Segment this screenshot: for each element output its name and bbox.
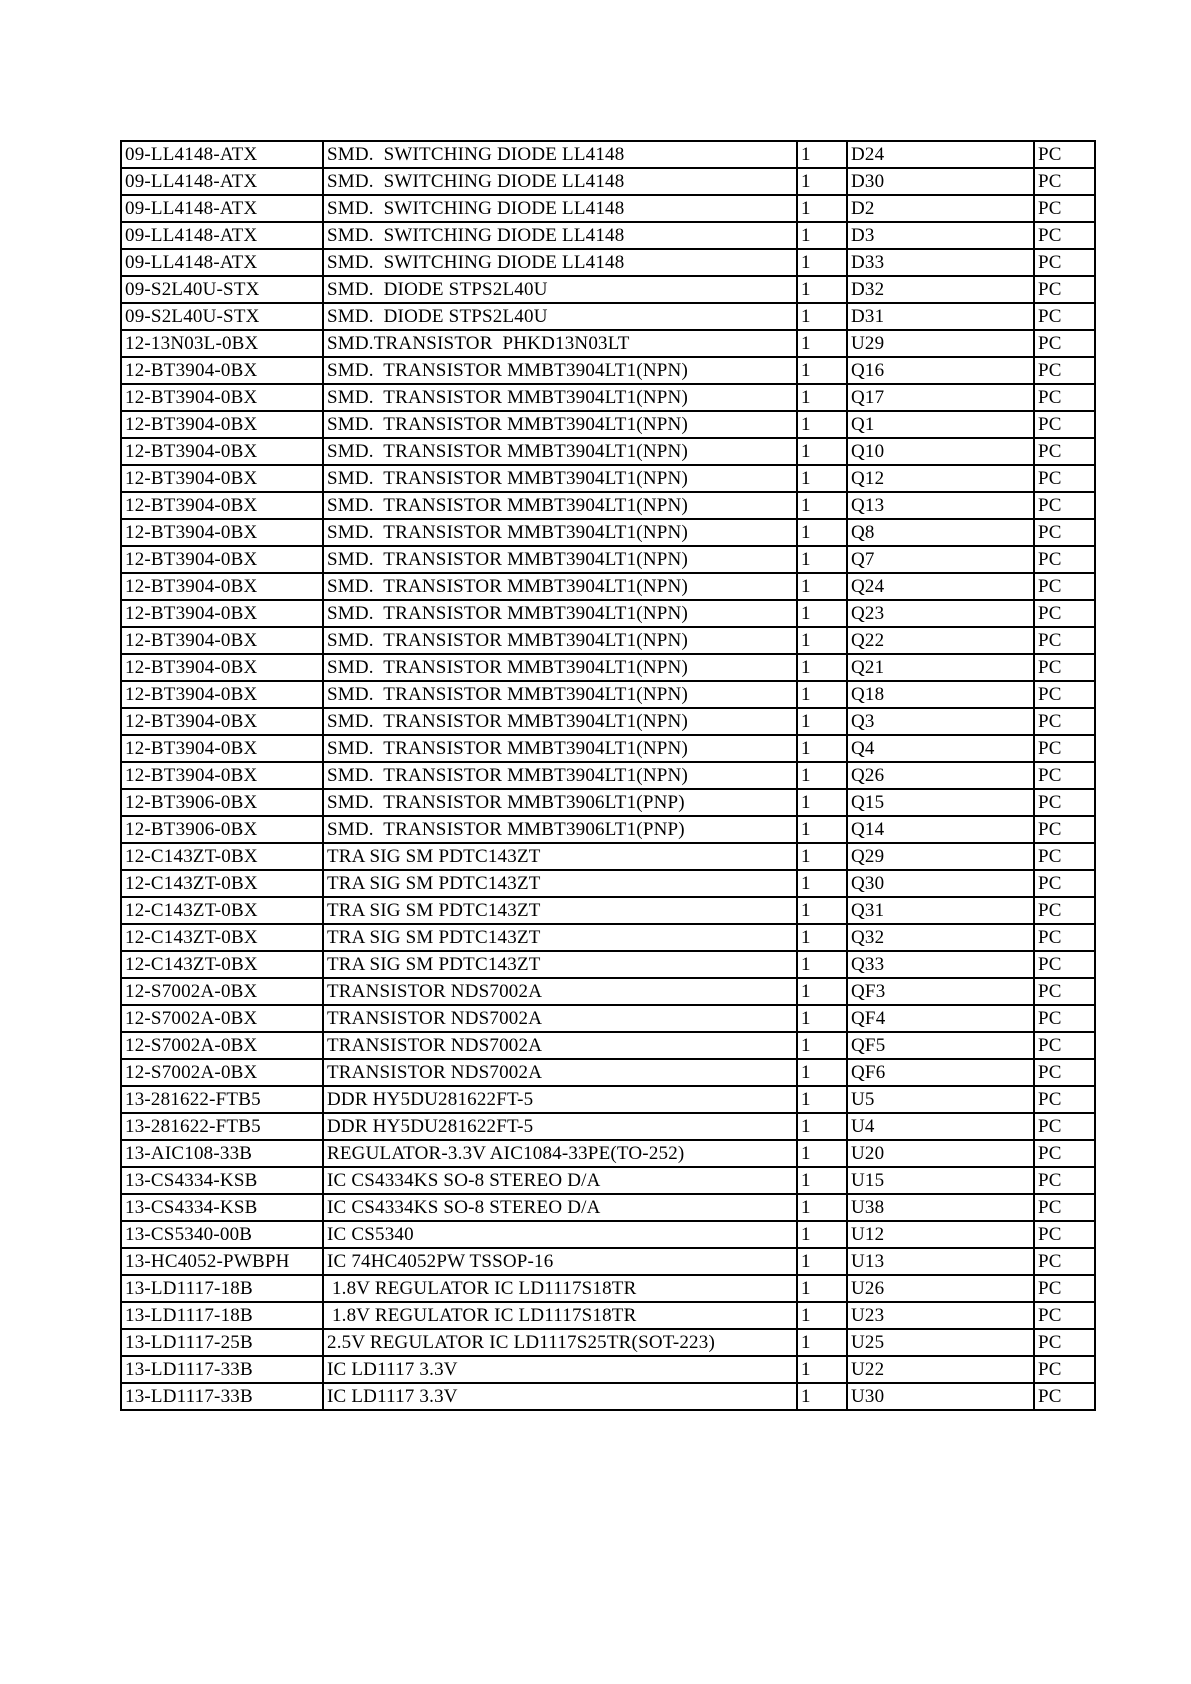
part-number-cell: 12-BT3904-0BX xyxy=(121,573,323,600)
unit-cell: PC xyxy=(1034,168,1095,195)
part-number-cell: 12-S7002A-0BX xyxy=(121,1005,323,1032)
quantity-cell: 1 xyxy=(797,978,847,1005)
table-row xyxy=(121,1194,1095,1221)
part-number-cell: 12-13N03L-0BX xyxy=(121,330,323,357)
quantity-cell: 1 xyxy=(797,1302,847,1329)
description-cell: SMD. TRANSISTOR MMBT3904LT1(NPN) xyxy=(323,762,797,789)
quantity-cell: 1 xyxy=(797,1356,847,1383)
table-row xyxy=(121,303,1095,330)
table-row xyxy=(121,195,1095,222)
description-cell: TRANSISTOR NDS7002A xyxy=(323,1005,797,1032)
unit-cell: PC xyxy=(1034,654,1095,681)
part-number-cell: 12-S7002A-0BX xyxy=(121,1032,323,1059)
quantity-cell: 1 xyxy=(797,573,847,600)
table-row xyxy=(121,600,1095,627)
part-number-cell: 13-LD1117-33B xyxy=(121,1356,323,1383)
quantity-cell: 1 xyxy=(797,1059,847,1086)
table-row xyxy=(121,141,1095,168)
unit-cell: PC xyxy=(1034,951,1095,978)
unit-cell: PC xyxy=(1034,627,1095,654)
description-cell: IC LD1117 3.3V xyxy=(323,1356,797,1383)
reference-designator-cell: Q17 xyxy=(847,384,1034,411)
table-row xyxy=(121,330,1095,357)
description-cell: IC CS4334KS SO-8 STEREO D/A xyxy=(323,1194,797,1221)
unit-cell: PC xyxy=(1034,1167,1095,1194)
unit-cell: PC xyxy=(1034,1329,1095,1356)
table-row xyxy=(121,492,1095,519)
quantity-cell: 1 xyxy=(797,519,847,546)
table-row xyxy=(121,519,1095,546)
quantity-cell: 1 xyxy=(797,1383,847,1410)
reference-designator-cell: Q21 xyxy=(847,654,1034,681)
quantity-cell: 1 xyxy=(797,195,847,222)
table-row xyxy=(121,1113,1095,1140)
reference-designator-cell: Q29 xyxy=(847,843,1034,870)
table-row xyxy=(121,1221,1095,1248)
table-row xyxy=(121,627,1095,654)
table-row xyxy=(121,1275,1095,1302)
unit-cell: PC xyxy=(1034,762,1095,789)
description-cell: TRA SIG SM PDTC143ZT xyxy=(323,924,797,951)
part-number-cell: 13-LD1117-18B xyxy=(121,1302,323,1329)
description-cell: TRANSISTOR NDS7002A xyxy=(323,1032,797,1059)
unit-cell: PC xyxy=(1034,1059,1095,1086)
part-number-cell: 12-BT3906-0BX xyxy=(121,789,323,816)
description-cell: DDR HY5DU281622FT-5 xyxy=(323,1086,797,1113)
reference-designator-cell: U29 xyxy=(847,330,1034,357)
description-cell: IC CS5340 xyxy=(323,1221,797,1248)
table-row xyxy=(121,1005,1095,1032)
part-number-cell: 13-LD1117-18B xyxy=(121,1275,323,1302)
part-number-cell: 13-HC4052-PWBPH xyxy=(121,1248,323,1275)
quantity-cell: 1 xyxy=(797,762,847,789)
unit-cell: PC xyxy=(1034,843,1095,870)
table-row xyxy=(121,357,1095,384)
reference-designator-cell: Q32 xyxy=(847,924,1034,951)
part-number-cell: 12-BT3904-0BX xyxy=(121,627,323,654)
table-row xyxy=(121,249,1095,276)
quantity-cell: 1 xyxy=(797,357,847,384)
table-row xyxy=(121,897,1095,924)
part-number-cell: 09-S2L40U-STX xyxy=(121,303,323,330)
reference-designator-cell: Q22 xyxy=(847,627,1034,654)
reference-designator-cell: D3 xyxy=(847,222,1034,249)
reference-designator-cell: Q13 xyxy=(847,492,1034,519)
description-cell: SMD. TRANSISTOR MMBT3904LT1(NPN) xyxy=(323,492,797,519)
unit-cell: PC xyxy=(1034,222,1095,249)
quantity-cell: 1 xyxy=(797,438,847,465)
table-row xyxy=(121,465,1095,492)
unit-cell: PC xyxy=(1034,870,1095,897)
part-number-cell: 13-CS4334-KSB xyxy=(121,1194,323,1221)
description-cell: IC CS4334KS SO-8 STEREO D/A xyxy=(323,1167,797,1194)
unit-cell: PC xyxy=(1034,708,1095,735)
part-number-cell: 13-LD1117-25B xyxy=(121,1329,323,1356)
description-cell: SMD. TRANSISTOR MMBT3904LT1(NPN) xyxy=(323,438,797,465)
table-row xyxy=(121,870,1095,897)
reference-designator-cell: U15 xyxy=(847,1167,1034,1194)
part-number-cell: 12-BT3904-0BX xyxy=(121,438,323,465)
description-cell: SMD. TRANSISTOR MMBT3904LT1(NPN) xyxy=(323,357,797,384)
table-row xyxy=(121,276,1095,303)
part-number-cell: 13-CS4334-KSB xyxy=(121,1167,323,1194)
description-cell: SMD. TRANSISTOR MMBT3906LT1(PNP) xyxy=(323,789,797,816)
description-cell: TRA SIG SM PDTC143ZT xyxy=(323,870,797,897)
description-cell: SMD. TRANSISTOR MMBT3904LT1(NPN) xyxy=(323,654,797,681)
description-cell: TRA SIG SM PDTC143ZT xyxy=(323,897,797,924)
table-row xyxy=(121,843,1095,870)
description-cell: SMD. TRANSISTOR MMBT3904LT1(NPN) xyxy=(323,573,797,600)
part-number-cell: 12-C143ZT-0BX xyxy=(121,870,323,897)
unit-cell: PC xyxy=(1034,546,1095,573)
part-number-cell: 12-BT3904-0BX xyxy=(121,735,323,762)
table-row xyxy=(121,573,1095,600)
quantity-cell: 1 xyxy=(797,384,847,411)
table-row xyxy=(121,816,1095,843)
reference-designator-cell: U12 xyxy=(847,1221,1034,1248)
reference-designator-cell: Q23 xyxy=(847,600,1034,627)
unit-cell: PC xyxy=(1034,1383,1095,1410)
quantity-cell: 1 xyxy=(797,168,847,195)
table-row xyxy=(121,978,1095,1005)
quantity-cell: 1 xyxy=(797,303,847,330)
quantity-cell: 1 xyxy=(797,1005,847,1032)
quantity-cell: 1 xyxy=(797,411,847,438)
quantity-cell: 1 xyxy=(797,465,847,492)
quantity-cell: 1 xyxy=(797,1248,847,1275)
reference-designator-cell: Q15 xyxy=(847,789,1034,816)
part-number-cell: 12-S7002A-0BX xyxy=(121,978,323,1005)
table-row xyxy=(121,789,1095,816)
table-row xyxy=(121,681,1095,708)
unit-cell: PC xyxy=(1034,573,1095,600)
table-row xyxy=(121,1086,1095,1113)
quantity-cell: 1 xyxy=(797,222,847,249)
unit-cell: PC xyxy=(1034,276,1095,303)
reference-designator-cell: D33 xyxy=(847,249,1034,276)
part-number-cell: 12-BT3904-0BX xyxy=(121,600,323,627)
quantity-cell: 1 xyxy=(797,654,847,681)
table-row xyxy=(121,708,1095,735)
unit-cell: PC xyxy=(1034,330,1095,357)
quantity-cell: 1 xyxy=(797,708,847,735)
part-number-cell: 12-BT3904-0BX xyxy=(121,465,323,492)
description-cell: TRA SIG SM PDTC143ZT xyxy=(323,951,797,978)
reference-designator-cell: Q1 xyxy=(847,411,1034,438)
reference-designator-cell: Q7 xyxy=(847,546,1034,573)
quantity-cell: 1 xyxy=(797,1167,847,1194)
quantity-cell: 1 xyxy=(797,627,847,654)
part-number-cell: 12-C143ZT-0BX xyxy=(121,897,323,924)
table-row xyxy=(121,168,1095,195)
description-cell: SMD.TRANSISTOR PHKD13N03LT xyxy=(323,330,797,357)
unit-cell: PC xyxy=(1034,141,1095,168)
part-number-cell: 12-BT3904-0BX xyxy=(121,357,323,384)
description-cell: SMD. DIODE STPS2L40U xyxy=(323,276,797,303)
reference-designator-cell: Q18 xyxy=(847,681,1034,708)
part-number-cell: 09-LL4148-ATX xyxy=(121,141,323,168)
quantity-cell: 1 xyxy=(797,276,847,303)
unit-cell: PC xyxy=(1034,465,1095,492)
unit-cell: PC xyxy=(1034,411,1095,438)
quantity-cell: 1 xyxy=(797,1140,847,1167)
table-row xyxy=(121,411,1095,438)
quantity-cell: 1 xyxy=(797,816,847,843)
unit-cell: PC xyxy=(1034,1032,1095,1059)
reference-designator-cell: U23 xyxy=(847,1302,1034,1329)
description-cell: TRANSISTOR NDS7002A xyxy=(323,1059,797,1086)
part-number-cell: 12-S7002A-0BX xyxy=(121,1059,323,1086)
reference-designator-cell: U4 xyxy=(847,1113,1034,1140)
part-number-cell: 12-BT3904-0BX xyxy=(121,681,323,708)
reference-designator-cell: Q26 xyxy=(847,762,1034,789)
reference-designator-cell: Q4 xyxy=(847,735,1034,762)
quantity-cell: 1 xyxy=(797,951,847,978)
reference-designator-cell: D2 xyxy=(847,195,1034,222)
table-row xyxy=(121,1140,1095,1167)
unit-cell: PC xyxy=(1034,681,1095,708)
description-cell: SMD. SWITCHING DIODE LL4148 xyxy=(323,222,797,249)
reference-designator-cell: Q31 xyxy=(847,897,1034,924)
quantity-cell: 1 xyxy=(797,249,847,276)
description-cell: SMD. TRANSISTOR MMBT3904LT1(NPN) xyxy=(323,384,797,411)
reference-designator-cell: Q33 xyxy=(847,951,1034,978)
part-number-cell: 12-C143ZT-0BX xyxy=(121,843,323,870)
table-row xyxy=(121,1302,1095,1329)
unit-cell: PC xyxy=(1034,1194,1095,1221)
unit-cell: PC xyxy=(1034,789,1095,816)
unit-cell: PC xyxy=(1034,492,1095,519)
quantity-cell: 1 xyxy=(797,1113,847,1140)
quantity-cell: 1 xyxy=(797,492,847,519)
reference-designator-cell: D32 xyxy=(847,276,1034,303)
reference-designator-cell: QF3 xyxy=(847,978,1034,1005)
part-number-cell: 12-BT3906-0BX xyxy=(121,816,323,843)
unit-cell: PC xyxy=(1034,600,1095,627)
quantity-cell: 1 xyxy=(797,1329,847,1356)
table-row xyxy=(121,438,1095,465)
description-cell: 2.5V REGULATOR IC LD1117S25TR(SOT-223) xyxy=(323,1329,797,1356)
part-number-cell: 13-LD1117-33B xyxy=(121,1383,323,1410)
description-cell: IC 74HC4052PW TSSOP-16 xyxy=(323,1248,797,1275)
part-number-cell: 12-C143ZT-0BX xyxy=(121,951,323,978)
unit-cell: PC xyxy=(1034,519,1095,546)
reference-designator-cell: Q24 xyxy=(847,573,1034,600)
description-cell: SMD. SWITCHING DIODE LL4148 xyxy=(323,195,797,222)
unit-cell: PC xyxy=(1034,357,1095,384)
reference-designator-cell: U5 xyxy=(847,1086,1034,1113)
quantity-cell: 1 xyxy=(797,897,847,924)
reference-designator-cell: Q10 xyxy=(847,438,1034,465)
unit-cell: PC xyxy=(1034,303,1095,330)
bom-table xyxy=(120,140,1096,1411)
table-row xyxy=(121,1383,1095,1410)
description-cell: SMD. TRANSISTOR MMBT3904LT1(NPN) xyxy=(323,735,797,762)
description-cell: SMD. SWITCHING DIODE LL4148 xyxy=(323,141,797,168)
unit-cell: PC xyxy=(1034,816,1095,843)
unit-cell: PC xyxy=(1034,384,1095,411)
reference-designator-cell: QF6 xyxy=(847,1059,1034,1086)
description-cell: SMD. TRANSISTOR MMBT3904LT1(NPN) xyxy=(323,708,797,735)
reference-designator-cell: QF4 xyxy=(847,1005,1034,1032)
part-number-cell: 13-281622-FTB5 xyxy=(121,1086,323,1113)
unit-cell: PC xyxy=(1034,1248,1095,1275)
description-cell: SMD. TRANSISTOR MMBT3904LT1(NPN) xyxy=(323,465,797,492)
quantity-cell: 1 xyxy=(797,735,847,762)
quantity-cell: 1 xyxy=(797,789,847,816)
quantity-cell: 1 xyxy=(797,870,847,897)
part-number-cell: 12-BT3904-0BX xyxy=(121,492,323,519)
quantity-cell: 1 xyxy=(797,843,847,870)
reference-designator-cell: D24 xyxy=(847,141,1034,168)
quantity-cell: 1 xyxy=(797,546,847,573)
table-row xyxy=(121,1059,1095,1086)
quantity-cell: 1 xyxy=(797,1032,847,1059)
table-row xyxy=(121,654,1095,681)
unit-cell: PC xyxy=(1034,924,1095,951)
table-row xyxy=(121,1329,1095,1356)
quantity-cell: 1 xyxy=(797,924,847,951)
unit-cell: PC xyxy=(1034,897,1095,924)
unit-cell: PC xyxy=(1034,195,1095,222)
part-number-cell: 09-LL4148-ATX xyxy=(121,222,323,249)
description-cell: SMD. TRANSISTOR MMBT3906LT1(PNP) xyxy=(323,816,797,843)
table-row xyxy=(121,1032,1095,1059)
description-cell: 1.8V REGULATOR IC LD1117S18TR xyxy=(323,1275,797,1302)
unit-cell: PC xyxy=(1034,249,1095,276)
reference-designator-cell: U25 xyxy=(847,1329,1034,1356)
part-number-cell: 13-AIC108-33B xyxy=(121,1140,323,1167)
quantity-cell: 1 xyxy=(797,600,847,627)
reference-designator-cell: U13 xyxy=(847,1248,1034,1275)
table-row xyxy=(121,951,1095,978)
reference-designator-cell: U20 xyxy=(847,1140,1034,1167)
description-cell: SMD. SWITCHING DIODE LL4148 xyxy=(323,249,797,276)
reference-designator-cell: Q30 xyxy=(847,870,1034,897)
reference-designator-cell: D30 xyxy=(847,168,1034,195)
unit-cell: PC xyxy=(1034,978,1095,1005)
unit-cell: PC xyxy=(1034,1302,1095,1329)
part-number-cell: 12-BT3904-0BX xyxy=(121,654,323,681)
unit-cell: PC xyxy=(1034,1086,1095,1113)
quantity-cell: 1 xyxy=(797,681,847,708)
description-cell: SMD. TRANSISTOR MMBT3904LT1(NPN) xyxy=(323,600,797,627)
table-row xyxy=(121,222,1095,249)
description-cell: REGULATOR-3.3V AIC1084-33PE(TO-252) xyxy=(323,1140,797,1167)
table-row xyxy=(121,1167,1095,1194)
table-row xyxy=(121,1248,1095,1275)
part-number-cell: 12-C143ZT-0BX xyxy=(121,924,323,951)
reference-designator-cell: Q12 xyxy=(847,465,1034,492)
unit-cell: PC xyxy=(1034,1140,1095,1167)
part-number-cell: 09-LL4148-ATX xyxy=(121,168,323,195)
description-cell: SMD. TRANSISTOR MMBT3904LT1(NPN) xyxy=(323,627,797,654)
quantity-cell: 1 xyxy=(797,1086,847,1113)
description-cell: SMD. TRANSISTOR MMBT3904LT1(NPN) xyxy=(323,681,797,708)
reference-designator-cell: U26 xyxy=(847,1275,1034,1302)
description-cell: SMD. TRANSISTOR MMBT3904LT1(NPN) xyxy=(323,519,797,546)
table-row xyxy=(121,1356,1095,1383)
part-number-cell: 09-LL4148-ATX xyxy=(121,195,323,222)
table-row xyxy=(121,546,1095,573)
unit-cell: PC xyxy=(1034,1221,1095,1248)
quantity-cell: 1 xyxy=(797,1275,847,1302)
reference-designator-cell: Q14 xyxy=(847,816,1034,843)
bom-table-body xyxy=(121,141,1095,1410)
part-number-cell: 09-S2L40U-STX xyxy=(121,276,323,303)
part-number-cell: 12-BT3904-0BX xyxy=(121,519,323,546)
unit-cell: PC xyxy=(1034,438,1095,465)
part-number-cell: 12-BT3904-0BX xyxy=(121,411,323,438)
description-cell: TRA SIG SM PDTC143ZT xyxy=(323,843,797,870)
description-cell: TRANSISTOR NDS7002A xyxy=(323,978,797,1005)
part-number-cell: 13-CS5340-00B xyxy=(121,1221,323,1248)
reference-designator-cell: QF5 xyxy=(847,1032,1034,1059)
quantity-cell: 1 xyxy=(797,1194,847,1221)
reference-designator-cell: D31 xyxy=(847,303,1034,330)
part-number-cell: 09-LL4148-ATX xyxy=(121,249,323,276)
unit-cell: PC xyxy=(1034,735,1095,762)
description-cell: SMD. TRANSISTOR MMBT3904LT1(NPN) xyxy=(323,546,797,573)
quantity-cell: 1 xyxy=(797,1221,847,1248)
description-cell: SMD. SWITCHING DIODE LL4148 xyxy=(323,168,797,195)
quantity-cell: 1 xyxy=(797,141,847,168)
part-number-cell: 12-BT3904-0BX xyxy=(121,384,323,411)
unit-cell: PC xyxy=(1034,1356,1095,1383)
reference-designator-cell: Q3 xyxy=(847,708,1034,735)
description-cell: SMD. DIODE STPS2L40U xyxy=(323,303,797,330)
part-number-cell: 13-281622-FTB5 xyxy=(121,1113,323,1140)
reference-designator-cell: U30 xyxy=(847,1383,1034,1410)
description-cell: SMD. TRANSISTOR MMBT3904LT1(NPN) xyxy=(323,411,797,438)
description-cell: IC LD1117 3.3V xyxy=(323,1383,797,1410)
part-number-cell: 12-BT3904-0BX xyxy=(121,708,323,735)
quantity-cell: 1 xyxy=(797,330,847,357)
table-row xyxy=(121,762,1095,789)
description-cell: DDR HY5DU281622FT-5 xyxy=(323,1113,797,1140)
unit-cell: PC xyxy=(1034,1275,1095,1302)
table-row xyxy=(121,384,1095,411)
unit-cell: PC xyxy=(1034,1113,1095,1140)
table-row xyxy=(121,924,1095,951)
part-number-cell: 12-BT3904-0BX xyxy=(121,762,323,789)
description-cell: 1.8V REGULATOR IC LD1117S18TR xyxy=(323,1302,797,1329)
unit-cell: PC xyxy=(1034,1005,1095,1032)
reference-designator-cell: Q16 xyxy=(847,357,1034,384)
reference-designator-cell: U22 xyxy=(847,1356,1034,1383)
reference-designator-cell: Q8 xyxy=(847,519,1034,546)
reference-designator-cell: U38 xyxy=(847,1194,1034,1221)
table-row xyxy=(121,735,1095,762)
part-number-cell: 12-BT3904-0BX xyxy=(121,546,323,573)
